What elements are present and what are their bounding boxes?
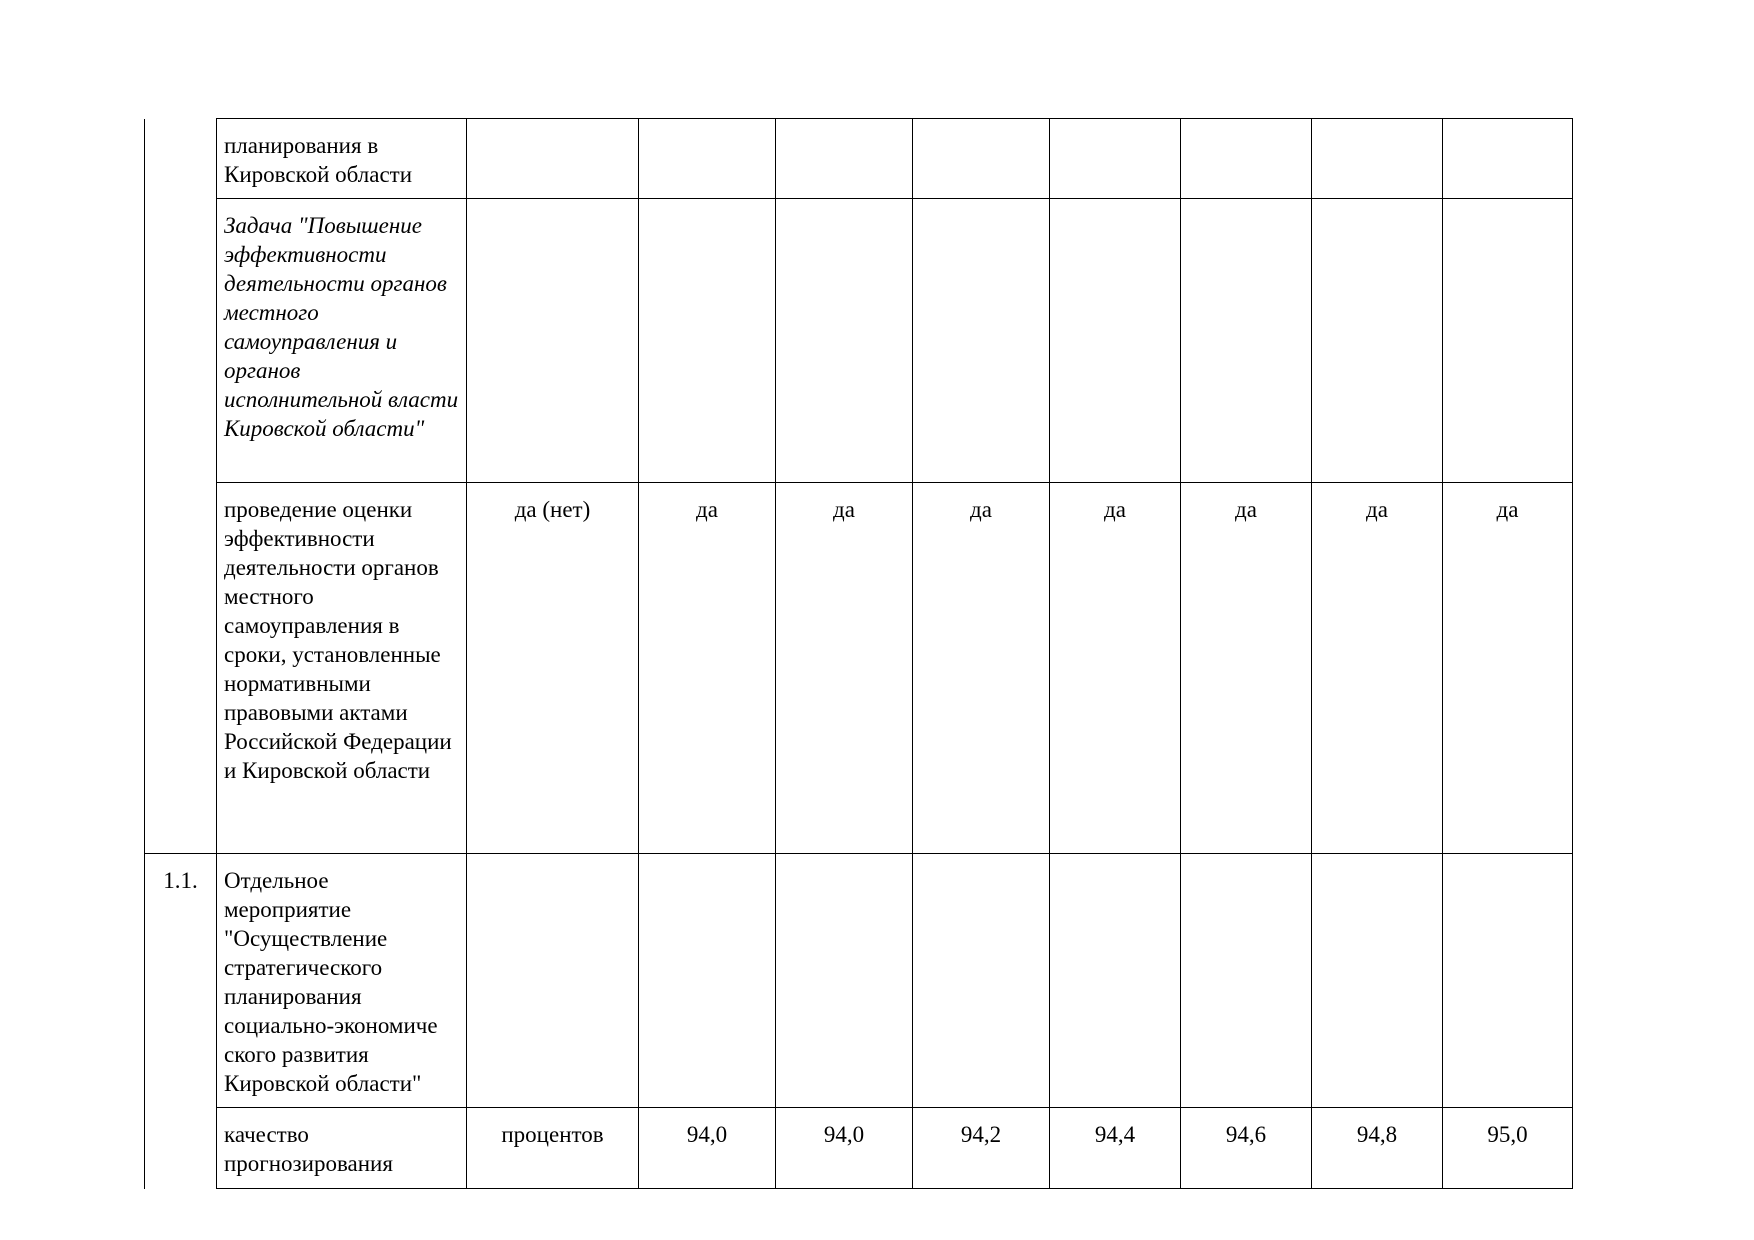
value-cell <box>1443 854 1573 1108</box>
value-cell <box>1050 854 1181 1108</box>
value-cell <box>639 854 776 1108</box>
value-cell: 95,0 <box>1443 1108 1573 1189</box>
row-number-cell: 1.1. <box>145 854 217 1108</box>
indicator-name-cell: планирования в Кировской области <box>217 119 467 199</box>
value-cell: да <box>639 483 776 854</box>
value-cell <box>1181 854 1312 1108</box>
unit-cell: да (нет) <box>467 483 639 854</box>
table-row <box>145 199 1573 483</box>
table-row <box>145 483 1573 854</box>
value-cell <box>1050 199 1181 483</box>
value-cell: 94,2 <box>913 1108 1050 1189</box>
unit-cell <box>467 199 639 483</box>
value-cell: да <box>1443 483 1573 854</box>
row-number-cell <box>145 1108 217 1189</box>
value-cell: да <box>776 483 913 854</box>
value-cell <box>639 119 776 199</box>
unit-cell <box>467 854 639 1108</box>
value-cell: 94,0 <box>776 1108 913 1189</box>
activity-name-cell: Отдельное мероприятие "Осуществление стратегического планирования социально-экономиче ского развития Кировской области" <box>217 854 467 1108</box>
value-cell <box>776 199 913 483</box>
value-cell: 94,8 <box>1312 1108 1443 1189</box>
value-cell <box>776 119 913 199</box>
table-row <box>145 1108 1573 1189</box>
indicator-name-cell: проведение оценки эффективности деятельности органов местного самоуправления в сроки, установленные нормативными правовыми актами Российской Федерации и Кировской области <box>217 483 467 854</box>
value-cell <box>1312 854 1443 1108</box>
unit-cell <box>467 119 639 199</box>
value-cell <box>1181 199 1312 483</box>
table-row <box>145 854 1573 1108</box>
indicators-table <box>144 118 1573 1189</box>
task-name-cell: Задача "Повышение эффективности деятельности органов местного самоуправления и органов исполнительной власти Кировской области" <box>217 199 467 483</box>
value-cell <box>639 199 776 483</box>
value-cell: да <box>913 483 1050 854</box>
value-cell <box>1312 199 1443 483</box>
value-cell <box>1050 119 1181 199</box>
value-cell <box>1312 119 1443 199</box>
table-row <box>145 119 1573 199</box>
value-cell <box>1443 119 1573 199</box>
value-cell <box>1443 199 1573 483</box>
indicator-name-cell: качество прогнозирования <box>217 1108 467 1189</box>
value-cell <box>1181 119 1312 199</box>
unit-cell: процентов <box>467 1108 639 1189</box>
value-cell <box>913 119 1050 199</box>
value-cell: 94,6 <box>1181 1108 1312 1189</box>
row-number-cell <box>145 199 217 483</box>
value-cell: да <box>1181 483 1312 854</box>
value-cell: да <box>1312 483 1443 854</box>
value-cell <box>913 854 1050 1108</box>
row-number-cell <box>145 483 217 854</box>
value-cell: 94,4 <box>1050 1108 1181 1189</box>
value-cell <box>776 854 913 1108</box>
value-cell: да <box>1050 483 1181 854</box>
value-cell <box>913 199 1050 483</box>
row-number-cell <box>145 119 217 199</box>
value-cell: 94,0 <box>639 1108 776 1189</box>
